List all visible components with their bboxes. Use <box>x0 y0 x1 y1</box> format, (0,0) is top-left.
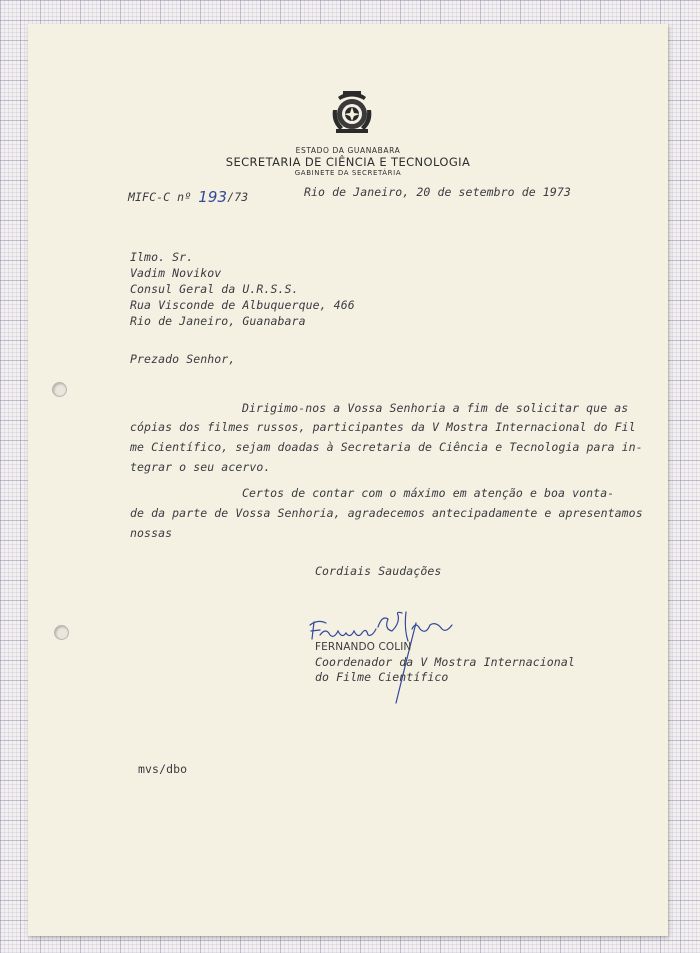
reference-prefix: MIFC-C nº <box>128 190 192 204</box>
reference-suffix: /73 <box>227 190 249 204</box>
address-line: Rio de Janeiro, Guanabara <box>130 314 306 328</box>
address-line: Ilmo. Sr. <box>130 250 194 264</box>
reference-handwritten-number: 193 <box>198 188 228 206</box>
address-line: Rua Visconde de Albuquerque, 466 <box>130 298 355 312</box>
reference-number <box>128 187 248 205</box>
punch-hole <box>54 625 69 640</box>
signatory-title-line: Coordenador da V Mostra Internacional <box>315 655 575 669</box>
paragraph-line: tegrar o seu acervo. <box>130 460 271 474</box>
paragraph-line: nossas <box>130 526 173 540</box>
closing-greeting: Cordiais Saudações <box>315 564 442 578</box>
letterhead-secretariat: SECRETARIA DE CIÊNCIA E TECNOLOGIA <box>225 155 471 169</box>
letterhead-cabinet: GABINETE DA SECRETÁRIA <box>294 169 402 177</box>
letter-sheet <box>28 24 668 936</box>
punch-hole <box>52 382 67 397</box>
paragraph-line: Certos de contar com o máximo em atenção e boa vonta- <box>242 486 615 500</box>
address-line: Consul Geral da U.R.S.S. <box>130 282 299 296</box>
letterhead-state: ESTADO DA GUANABARA <box>295 146 401 155</box>
coat-of-arms-emblem <box>330 88 374 134</box>
typist-initials: mvs/dbo <box>138 762 188 776</box>
letter-date: Rio de Janeiro, 20 de setembro de 1973 <box>304 185 571 199</box>
paragraph-line: me Científico, sejam doadas à Secretaria de Ciência e Tecnologia para in- <box>130 440 643 454</box>
paragraph-line: cópias dos filmes russos, participantes da V Mostra Internacional do Fil <box>130 420 636 434</box>
paragraph-line: de da parte de Vossa Senhoria, agradecemos antecipadamente e apresentamos <box>130 506 643 520</box>
signatory-name: FERNANDO COLIN <box>315 641 412 653</box>
address-line: Vadim Novikov <box>130 266 222 280</box>
paragraph-line: Dirigimo-nos a Vossa Senhoria a fim de solicitar que as <box>242 401 629 415</box>
signatory-title-line: do Filme Científico <box>315 670 449 684</box>
salutation: Prezado Senhor, <box>130 352 236 366</box>
